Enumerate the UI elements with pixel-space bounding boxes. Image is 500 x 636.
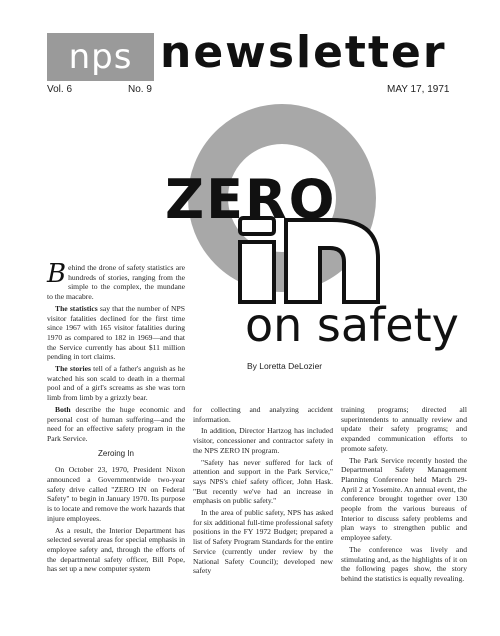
masthead-title: newsletter	[160, 27, 447, 78]
headline-zero: ZERO	[165, 168, 337, 231]
headline-in	[240, 218, 380, 302]
lead-paragraph	[47, 259, 185, 302]
article-column-1	[47, 259, 185, 576]
paragraph	[47, 364, 185, 403]
paragraph-text: say that the number of NPS visitor fatalities declined for the first time since 1967 with 165 visitor fatalities during 1970 as compared to 182 in 1969—and that the Service currently has about $11 million pending in tort claims.	[47, 303, 185, 362]
drop-cap: B	[47, 259, 67, 289]
run-in-bold: The statistics	[55, 303, 98, 313]
paragraph: for collecting and analyzing accident information.	[193, 405, 333, 424]
run-in-bold: The stories	[55, 364, 91, 374]
subheading: Zeroing In	[97, 448, 135, 458]
paragraph: In addition, Director Hartzog has included visitor, concessioner and contractor safety in the NPS ZERO IN program.	[193, 426, 333, 455]
paragraph-text: tell of a father's anguish as he watched his son scald to death in a thermal pool and of a girl's screams as she was torn limb from limb by a grizzly bear.	[47, 364, 185, 403]
article-column-3	[341, 405, 467, 586]
paragraph-text: describe the huge economic and personal cost of human suffering—and the need for an effective safety program in the Park Service.	[47, 404, 185, 443]
article-column-2	[193, 405, 333, 578]
issue-number: No. 9	[128, 84, 152, 95]
nps-logo-box: nps	[47, 33, 154, 81]
paragraph: In the area of public safety, NPS has asked for six additional full-time professional safety positions in the FY 1972 Budget; prepared a list of Safety Program Standards for the entire Service (currently under review by the National Safety Council); developed new safety	[193, 508, 333, 576]
paragraph: The conference was lively and stimulating and, as the highlights of it on the following pages show, the story behind the statistics is equally revealing.	[341, 544, 467, 583]
paragraph	[47, 304, 185, 362]
paragraph: training programs; directed all superintendents to annually review and update their safety programs; and expanded communication efforts to promote safety.	[341, 405, 467, 453]
paragraph: "Safety has never suffered for lack of attention and support in the Park Service," says NPS's chief safety officer, John Hask. "But recently we've had an increase in emphasis on public safety."	[193, 457, 333, 506]
volume-label: Vol. 6	[47, 84, 73, 95]
issue-date: MAY 17, 1971	[387, 84, 450, 95]
paragraph: The Park Service recently hosted the Departmental Safety Management Planning Conference held March 29-April 2 at Yosemite. An annual event, the conference brought together over 130 people from the various bureaus of Interior to discuss safety problems and plan ways to strengthen public and employee safety.	[341, 455, 467, 543]
lead-text: ehind the drone of safety statistics are hundreds of stories, ranging from the simple to the complex, the mundane to the macabre.	[47, 263, 185, 302]
paragraph: On October 23, 1970, President Nixon announced a Governmentwide two-year safety drive called "ZERO IN on Federal Safety" to begin in January 1970. Its purpose is to locate and remove the work hazards that injure employees.	[47, 465, 185, 523]
paragraph: As a result, the Interior Department has selected several areas for special emphasis in employee safety and, through the efforts of the departmental safety officer, Bill Pope, has set up a new computer system	[47, 525, 185, 574]
headline-on-safety: on safety	[245, 298, 459, 352]
byline: By Loretta DeLozier	[247, 361, 323, 371]
run-in-bold: Both	[55, 404, 71, 414]
paragraph	[47, 405, 185, 444]
